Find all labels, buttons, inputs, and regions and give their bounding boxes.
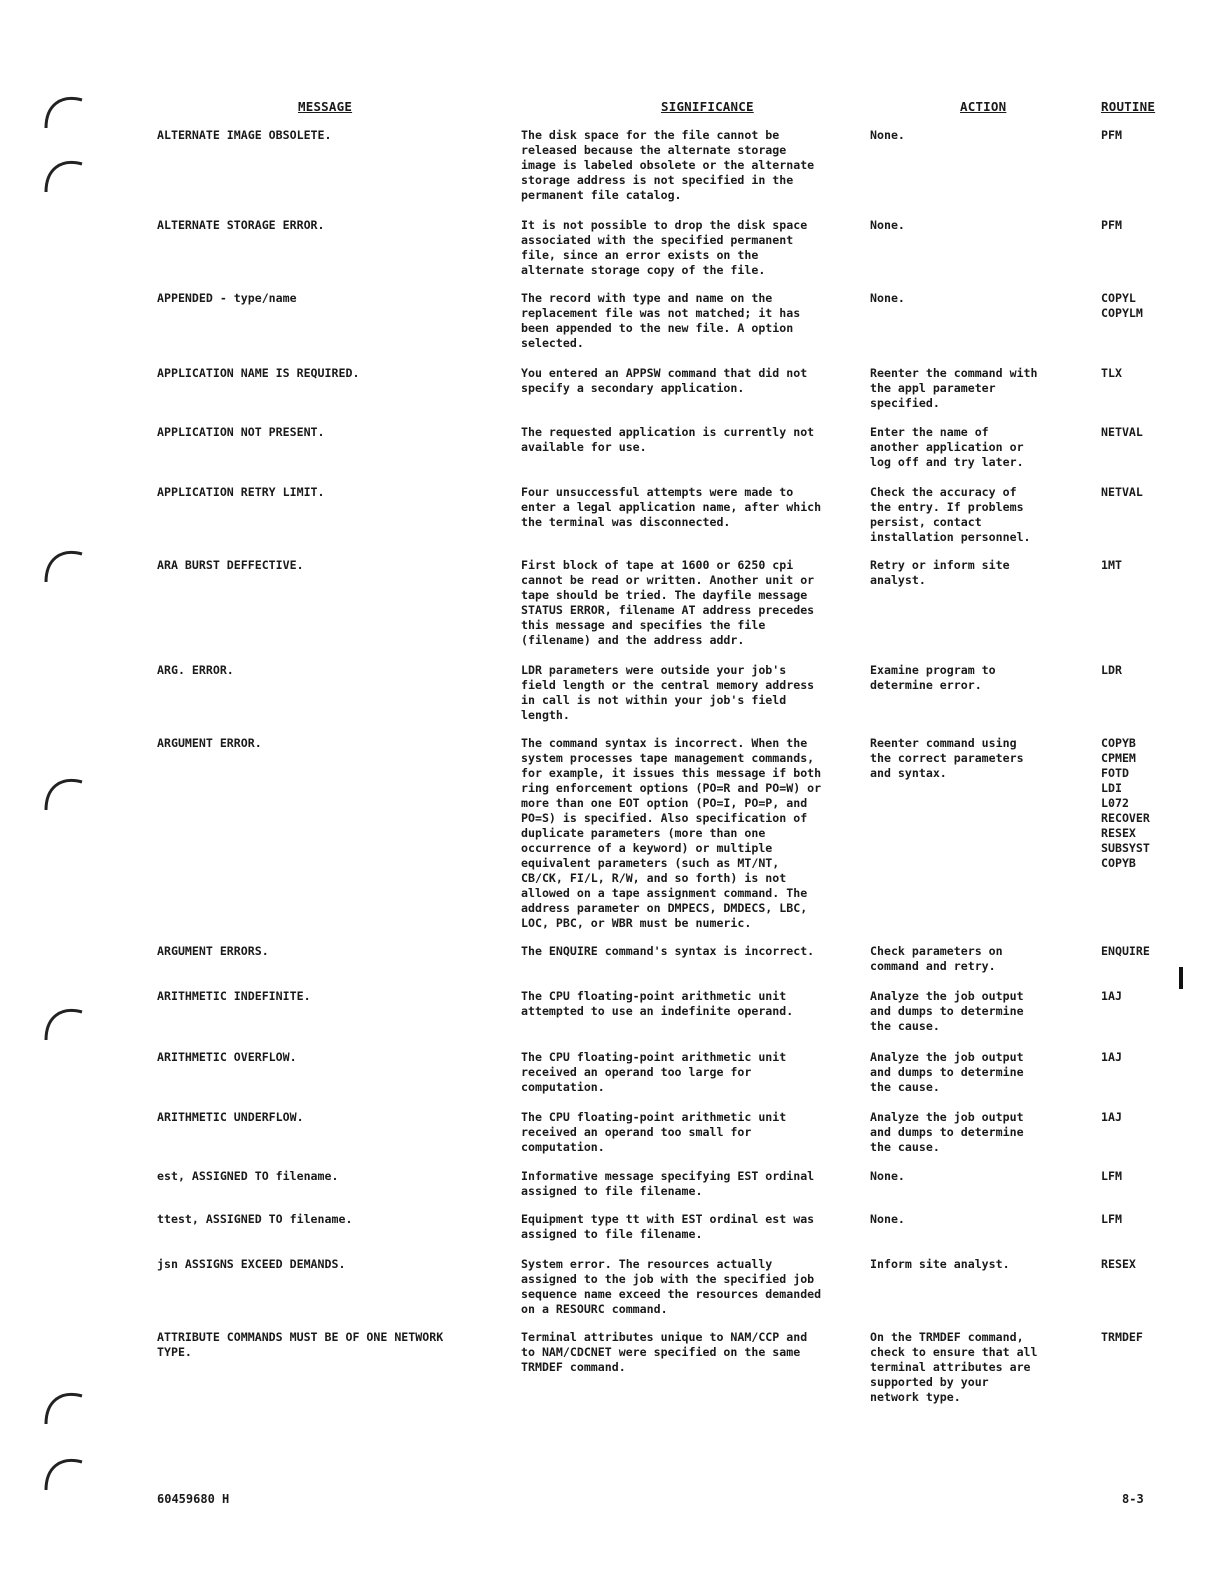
message-cell: jsn ASSIGNS EXCEED DEMANDS. — [157, 1257, 346, 1271]
header-action: ACTION — [960, 99, 1007, 114]
message-cell: ALTERNATE IMAGE OBSOLETE. — [157, 128, 332, 142]
significance-cell: Four unsuccessful attempts were made to enter a legal application name, after which the terminal was disconnected. — [521, 485, 822, 529]
message-cell: ARA BURST DEFFECTIVE. — [157, 558, 304, 572]
header-message: MESSAGE — [298, 99, 353, 114]
message-cell: ARITHMETIC OVERFLOW. — [157, 1050, 297, 1064]
routine-cell: COPYB CPMEM FOTD LDI L072 RECOVER RESEX SUBSYST COPYB — [1101, 736, 1150, 870]
binder-hole-mark — [40, 1384, 88, 1428]
message-cell: ARITHMETIC INDEFINITE. — [157, 989, 311, 1003]
action-cell: None. — [870, 128, 905, 142]
action-cell: None. — [870, 291, 905, 305]
routine-cell: LFM — [1101, 1169, 1122, 1183]
message-cell: ARGUMENT ERRORS. — [157, 944, 269, 958]
significance-cell: Equipment type tt with EST ordinal est was assigned to file filename. — [521, 1212, 815, 1241]
significance-cell: The CPU floating-point arithmetic unit received an operand too large for computation. — [521, 1050, 787, 1094]
action-cell: On the TRMDEF command, check to ensure that all terminal attributes are supported by your network type. — [870, 1330, 1038, 1404]
action-cell: None. — [870, 1169, 905, 1183]
significance-cell: LDR parameters were outside your job's field length or the central memory address in call is not within your job's field length. — [521, 663, 815, 722]
action-cell: Check parameters on command and retry. — [870, 944, 1003, 973]
header-significance: SIGNIFICANCE — [661, 99, 754, 114]
document-number: 60459680 H — [157, 1492, 230, 1506]
routine-cell: TLX — [1101, 366, 1122, 380]
action-cell: Enter the name of another application or log off and try later. — [870, 425, 1024, 469]
significance-cell: The CPU floating-point arithmetic unit attempted to use an indefinite operand. — [521, 989, 794, 1018]
binder-hole-mark — [40, 1000, 88, 1044]
routine-cell: TRMDEF — [1101, 1330, 1143, 1344]
action-cell: None. — [870, 1212, 905, 1226]
significance-cell: You entered an APPSW command that did not specify a secondary application. — [521, 366, 808, 395]
action-cell: Analyze the job output and dumps to determine the cause. — [870, 1050, 1024, 1094]
significance-cell: Terminal attributes unique to NAM/CCP and to NAM/CDCNET were specified on the same TRMDEF command. — [521, 1330, 808, 1374]
action-cell: Analyze the job output and dumps to determine the cause. — [870, 989, 1024, 1033]
binder-hole-mark — [40, 152, 88, 196]
message-cell: ARITHMETIC UNDERFLOW. — [157, 1110, 304, 1124]
routine-cell: PFM — [1101, 218, 1122, 232]
change-bar — [1179, 967, 1183, 989]
binder-hole-mark — [40, 1450, 88, 1494]
message-cell: ttest, ASSIGNED TO filename. — [157, 1212, 353, 1226]
message-cell: ARGUMENT ERROR. — [157, 736, 262, 750]
significance-cell: It is not possible to drop the disk space associated with the specified permanent file, since an error exists on the alternate storage copy of the file. — [521, 218, 808, 277]
action-cell: None. — [870, 218, 905, 232]
routine-cell: 1AJ — [1101, 1050, 1122, 1064]
message-cell: APPLICATION NAME IS REQUIRED. — [157, 366, 360, 380]
action-cell: Check the accuracy of the entry. If problems persist, contact installation personnel. — [870, 485, 1031, 544]
page-number: 8-3 — [1122, 1492, 1144, 1506]
significance-cell: First block of tape at 1600 or 6250 cpi cannot be read or written. Another unit or tape should be tried. The dayfile message STATUS ERROR, filename AT address precedes this message and specifies the file (filename) and the address addr. — [521, 558, 815, 647]
message-cell: APPLICATION NOT PRESENT. — [157, 425, 325, 439]
significance-cell: The command syntax is incorrect. When the system processes tape management commands, for example, it issues this message if both ring enforcement options (PO=R and PO=W) or more than one EOT option (PO=I, PO=P, and PO=S) is specified. Also specification of duplicate parameters (more than one occurrence of a keyword) or multiple equivalent parameters (such as MT/NT, CB/CK, FI/L, R/W, and so forth) is not allowed on a tape assignment command. The address parameter on DMPECS, DMDECS, LBC, LOC, PBC, or WBR must be numeric. — [521, 736, 822, 930]
routine-cell: PFM — [1101, 128, 1122, 142]
significance-cell: System error. The resources actually assigned to the job with the specified job sequence name exceed the resources demanded on a RESOURC command. — [521, 1257, 822, 1316]
action-cell: Retry or inform site analyst. — [870, 558, 1010, 587]
significance-cell: The disk space for the file cannot be released because the alternate storage image is labeled obsolete or the alternate storage address is not specified in the permanent file catalog. — [521, 128, 815, 202]
routine-cell: LFM — [1101, 1212, 1122, 1226]
routine-cell: ENQUIRE — [1101, 944, 1150, 958]
routine-cell: 1MT — [1101, 558, 1122, 572]
binder-hole-mark — [40, 770, 88, 814]
action-cell: Analyze the job output and dumps to determine the cause. — [870, 1110, 1024, 1154]
routine-cell: RESEX — [1101, 1257, 1136, 1271]
action-cell: Inform site analyst. — [870, 1257, 1010, 1271]
message-cell: est, ASSIGNED TO filename. — [157, 1169, 339, 1183]
routine-cell: NETVAL — [1101, 485, 1143, 499]
message-cell: ARG. ERROR. — [157, 663, 234, 677]
message-cell: ATTRIBUTE COMMANDS MUST BE OF ONE NETWORK TYPE. — [157, 1330, 444, 1359]
significance-cell: The CPU floating-point arithmetic unit received an operand too small for computation. — [521, 1110, 787, 1154]
significance-cell: The requested application is currently not available for use. — [521, 425, 815, 454]
action-cell: Reenter command using the correct parameters and syntax. — [870, 736, 1024, 780]
significance-cell: The record with type and name on the replacement file was not matched; it has been appended to the new file. A option selected. — [521, 291, 801, 350]
header-routine: ROUTINE — [1101, 99, 1156, 114]
message-cell: APPENDED - type/name — [157, 291, 297, 305]
message-cell: ALTERNATE STORAGE ERROR. — [157, 218, 325, 232]
routine-cell: 1AJ — [1101, 1110, 1122, 1124]
significance-cell: Informative message specifying EST ordinal assigned to file filename. — [521, 1169, 815, 1198]
significance-cell: The ENQUIRE command's syntax is incorrect. — [521, 944, 815, 958]
action-cell: Reenter the command with the appl parameter specified. — [870, 366, 1038, 410]
routine-cell: LDR — [1101, 663, 1122, 677]
routine-cell: COPYL COPYLM — [1101, 291, 1143, 320]
action-cell: Examine program to determine error. — [870, 663, 996, 692]
binder-hole-mark — [40, 542, 88, 586]
routine-cell: 1AJ — [1101, 989, 1122, 1003]
binder-hole-mark — [40, 88, 88, 132]
message-cell: APPLICATION RETRY LIMIT. — [157, 485, 325, 499]
routine-cell: NETVAL — [1101, 425, 1143, 439]
